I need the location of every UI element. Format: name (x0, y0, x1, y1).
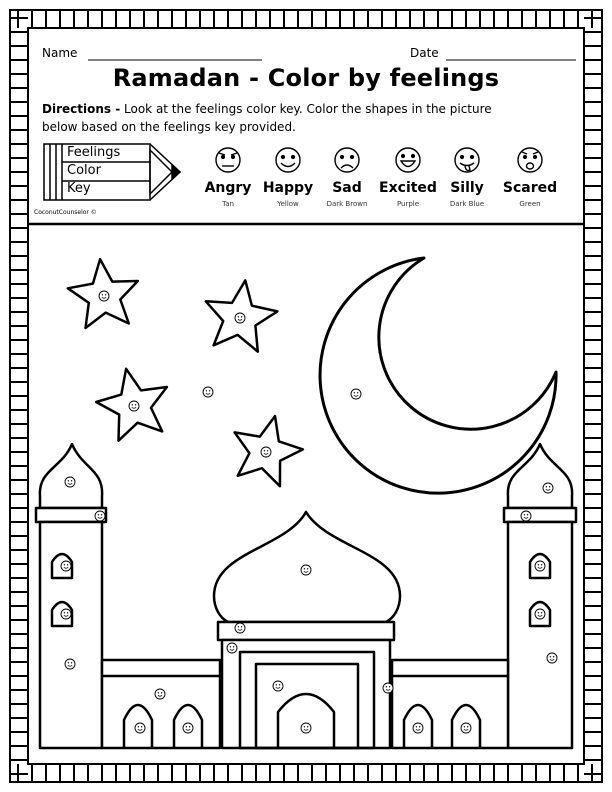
directions-line-1 (42, 102, 492, 116)
feeling-marker-icon (351, 389, 361, 399)
feeling-marker-icon (155, 689, 165, 699)
feeling-marker-icon (521, 511, 531, 521)
directions-label: Directions - (42, 102, 121, 116)
feeling-marker-icon (273, 681, 283, 691)
feeling-name-silly: Silly (450, 180, 484, 196)
feeling-marker-icon (65, 477, 75, 487)
feeling-color-sad: Dark Brown (326, 200, 368, 208)
feeling-marker-icon (61, 609, 71, 619)
mosque-drawing (36, 444, 576, 748)
left-minaret-tower (40, 522, 102, 748)
feeling-marker-icon (235, 313, 245, 323)
feeling-name-excited: Excited (379, 180, 437, 196)
right-minaret-tower (508, 522, 572, 748)
key-word-key: Key (67, 181, 91, 196)
feeling-color-angry: Tan (222, 200, 234, 208)
credit-text: CoconutCounselor © (34, 209, 97, 216)
key-word-color: Color (67, 163, 101, 178)
feeling-marker-icon (301, 565, 311, 575)
right-wall (392, 660, 508, 748)
feeling-marker-icon (301, 723, 311, 733)
feeling-marker-icon (227, 643, 237, 653)
left-minaret-dome (40, 444, 102, 508)
right-minaret-band (504, 508, 576, 522)
feeling-marker-icon (183, 723, 193, 733)
feeling-marker-icon (383, 683, 393, 693)
feeling-name-angry: Angry (204, 180, 252, 196)
date-label: Date (410, 46, 439, 60)
feeling-color-excited: Purple (396, 200, 420, 208)
crescent-moon (320, 258, 556, 493)
silly-face-icon (455, 148, 479, 172)
feeling-color-silly: Dark Blue (449, 200, 485, 208)
feeling-marker-icon (65, 659, 75, 669)
excited-face-icon (396, 148, 420, 172)
feeling-color-happy: Yellow (277, 200, 299, 208)
feeling-marker-icon (135, 723, 145, 733)
feeling-color-scared: Green (519, 200, 541, 208)
feeling-marker-icon (535, 561, 545, 571)
feeling-marker-icon (129, 401, 139, 411)
feeling-marker-icon (547, 653, 557, 663)
feeling-marker-icon (535, 609, 545, 619)
happy-face-icon (276, 148, 300, 172)
angry-face-icon (216, 148, 240, 172)
feeling-marker-icon (95, 511, 105, 521)
feeling-marker-icon (413, 723, 423, 733)
feeling-marker-icon (203, 387, 213, 397)
feeling-marker-icon (99, 291, 109, 301)
directions-text-1: Look at the feelings color key. Color the shapes in the picture (124, 102, 492, 116)
feeling-marker-icon (461, 723, 471, 733)
name-label: Name (42, 46, 78, 60)
page-title: Ramadan - Color by feelings (112, 64, 500, 92)
feeling-marker-icon (543, 483, 553, 493)
feeling-name-sad: Sad (332, 180, 362, 196)
directions-text-2: below based on the feelings key provided. (42, 120, 296, 134)
feeling-marker-icon (261, 447, 271, 457)
feeling-marker-icon (235, 623, 245, 633)
sad-face-icon (335, 148, 359, 172)
feeling-marker-icon (61, 561, 71, 571)
feeling-name-scared: Scared (502, 180, 558, 196)
feeling-name-happy: Happy (262, 180, 314, 196)
scared-face-icon (518, 148, 542, 172)
key-word-feelings: Feelings (67, 145, 121, 160)
